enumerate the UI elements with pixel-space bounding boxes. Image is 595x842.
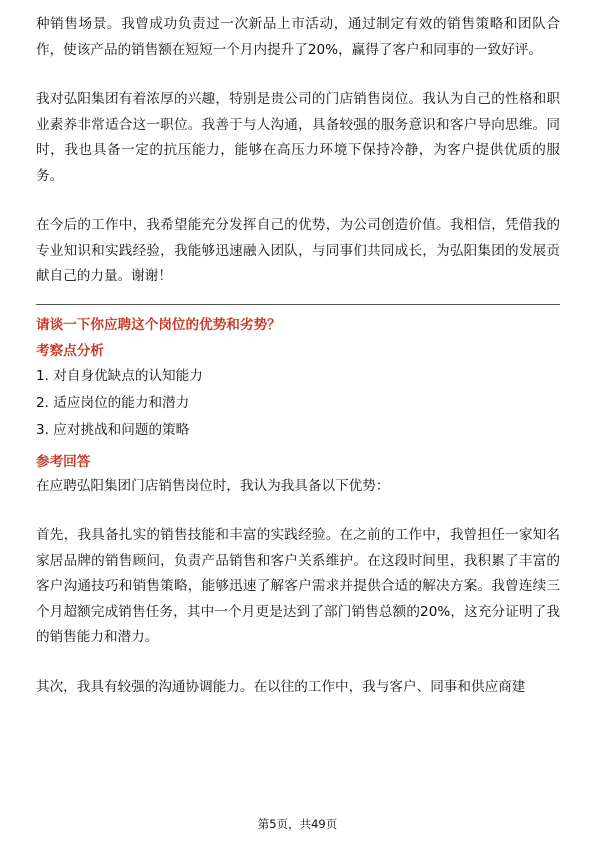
intro-paragraph: 在今后的工作中，我希望能充分发挥自己的优势，为公司创造价值。我相信，凭借我的专业知识和实践经验，我能够迅速融入团队，与同事们共同成长，为弘阳集团的发展贡献自己的力量。谢谢！ <box>36 217 560 284</box>
answer-paragraph: 首先，我具备扎实的销售技能和丰富的实践经验。在之前的工作中，我曾担任一家知名家居品牌的销售顾问，负责产品销售和客户关系维护。在这段时间里，我积累了丰富的客户沟通技巧和销售策略，能够迅速了解客户需求并提供合适的解决方案。我曾连续三个月超额完成销售任务，其中一个月更是达到了部门销售总额的20%，这充分证明了我的销售能力和潜力。 <box>36 527 560 645</box>
intro-paragraph: 我对弘阳集团有着浓厚的兴趣，特别是贵公司的门店销售岗位。我认为自己的性格和职业素养非常适合这一职位。我善于与人沟通，具备较强的服务意识和客户导向思维。同时，我也具备一定的抗压能力，能够在高压力环境下保持冷静，为客户提供优质的服务。 <box>36 91 560 184</box>
page-number: 第5页，共49页 <box>257 817 338 831</box>
analysis-list <box>36 363 560 444</box>
list-item: 3. 应对挑战和问题的策略 <box>36 421 190 438</box>
list-item: 1. 对自身优缺点的认知能力 <box>36 367 203 384</box>
analysis-heading: 考察点分析 <box>36 342 104 359</box>
answer-heading: 参考回答 <box>36 453 91 470</box>
document-page <box>36 12 560 700</box>
intro-paragraph: 种销售场景。我曾成功负责过一次新品上市活动，通过制定有效的销售策略和团队合作，使该产品的销售额在短短一个月内提升了20%，赢得了客户和同事的一致好评。 <box>36 16 560 58</box>
list-item: 2. 适应岗位的能力和潜力 <box>36 394 190 411</box>
answer-paragraph: 在应聘弘阳集团门店销售岗位时，我认为我具备以下优势： <box>36 477 390 494</box>
question-title: 请谈一下你应聘这个岗位的优势和劣势？ <box>36 316 281 333</box>
section-divider <box>36 304 560 305</box>
answer-paragraph: 其次，我具有较强的沟通协调能力。在以往的工作中，我与客户、同事和供应商建 <box>36 678 526 695</box>
